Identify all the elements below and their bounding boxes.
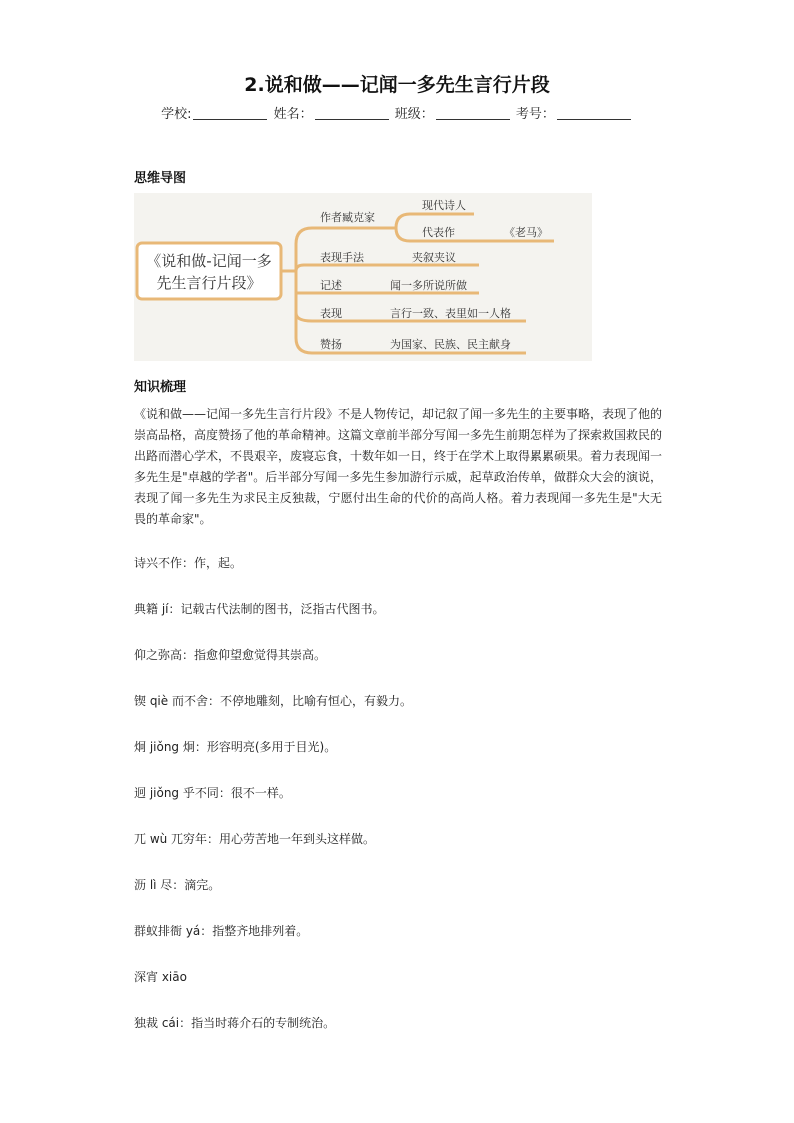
vocab-item-4: 锲 qiè 而不舍：不停地雕刻，比喻有恒心，有毅力。 (134, 694, 412, 708)
student-info-line (0, 103, 794, 122)
branch-narrate-value: 闻一多所说所做 (390, 279, 467, 292)
author-sub-works-value: 《老马》 (504, 226, 548, 239)
branch-show-label: 表现 (320, 307, 342, 320)
branch-author-label: 作者臧克家 (320, 211, 375, 224)
vocab-item-1: 诗兴不作：作，起。 (134, 556, 243, 570)
vocab-item-7: 兀 wù 兀穷年：用心劳苦地一年到头这样做。 (134, 832, 376, 846)
class-blank[interactable] (436, 107, 510, 120)
mindmap-heading: 思维导图 (134, 171, 187, 186)
branch-technique-value: 夹叙夹议 (412, 251, 456, 264)
mindmap-root-line1: 《说和做-记闻一多 (146, 252, 272, 270)
branch-praise-label: 赞扬 (320, 338, 342, 351)
author-sub-works-label: 代表作 (422, 226, 455, 239)
vocab-item-6: 迥 jiǒng 乎不同：很不一样。 (134, 786, 291, 800)
name-label: 姓名： (273, 107, 313, 122)
branch-technique-label: 表现手法 (320, 251, 364, 264)
branch-praise-value: 为国家、民族、民主献身 (390, 338, 511, 351)
class-label: 班级： (394, 107, 434, 122)
school-label: 学校: (161, 107, 192, 122)
mindmap-image (134, 193, 592, 361)
exam-number-label: 考号： (515, 107, 555, 122)
vocab-item-9: 群蚁排衙 yá：指整齐地排列着。 (134, 924, 309, 938)
vocab-item-8: 沥 lì 尽：滴完。 (134, 878, 221, 892)
knowledge-heading: 知识梳理 (134, 380, 187, 395)
vocab-item-11: 独裁 cái：指当时蒋介石的专制统治。 (134, 1016, 336, 1030)
exam-number-blank[interactable] (557, 107, 631, 120)
author-sub-poet: 现代诗人 (422, 199, 466, 212)
school-blank[interactable] (193, 107, 267, 120)
vocab-item-3: 仰之弥高：指愈仰望愈觉得其崇高。 (134, 648, 327, 662)
vocab-item-5: 炯 jiǒng 炯：形容明亮(多用于目光)。 (134, 740, 337, 754)
branch-narrate-label: 记述 (320, 279, 342, 292)
vocab-item-10: 深宵 xiāo (134, 970, 187, 984)
name-blank[interactable] (315, 107, 389, 120)
knowledge-paragraph: 《说和做——记闻一多先生言行片段》不是人物传记，却记叙了闻一多先生的主要事略，表现了他的崇高品格，高度赞扬了他的革命精神。这篇文章前半部分写闻一多先生前期怎样为了探索救国救民的出路而潜心学术，不畏艰辛，废寝忘食，十数年如一日，终于在学术上取得累累硕果。着力表现闻一多先生是"卓越的学者"。后半部分写闻一多先生参加游行示威，起草政治传单，做群众大会的演说，表现了闻一多先生为求民主反独裁，宁愿付出生命的代价的高尚人格。着力表现闻一多先生是"大无畏的革命家"。 (134, 407, 663, 526)
branch-show-value: 言行一致、表里如一人格 (390, 307, 511, 320)
page-title: 2.说和做——记闻一多先生言行片段 (244, 74, 550, 96)
mindmap-diagram (134, 193, 592, 361)
vocab-item-2: 典籍 jí：记载古代法制的图书，泛指古代图书。 (134, 602, 385, 616)
mindmap-root-line2: 先生言行片段》 (156, 274, 262, 292)
